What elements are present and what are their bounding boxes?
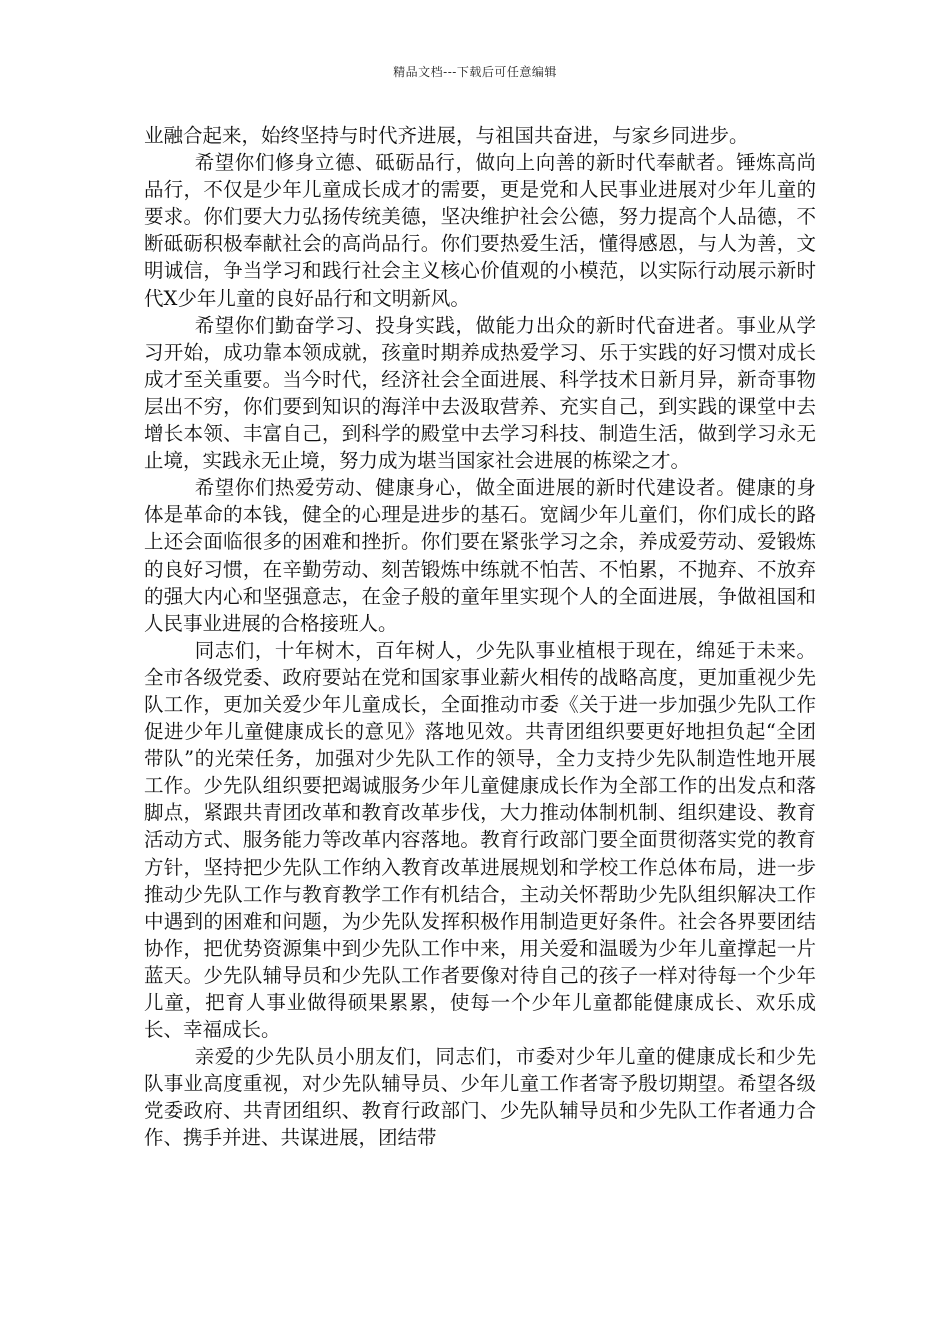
document-body [144,122,816,1152]
paragraph-5: 同志们，十年树木，百年树人，少先队事业植根于现在，绵延于未来。全市各级党委、政府要站在党和国家事业薪火相传的战略高度，更加重视少先队工作，更加关爱少年儿童成长，全面推动市委《关于进一步加强少先队工作促进少年儿童健康成长的意见》落地见效。共青团组织要更好地担负起“全团带队”的光荣任务，加强对少先队工作的领导，全力支持少先队制造性地开展工作。少先队组织要把竭诚服务少年儿童健康成长作为全部工作的出发点和落脚点，紧跟共青团改革和教育改革步伐，大力推动体制机制、组织建设、教育活动方式、服务能力等改革内容落地。教育行政部门要全面贯彻落实党的教育方针，坚持把少先队工作纳入教育改革进展规划和学校工作总体布局，进一步推动少先队工作与教育教学工作有机结合，主动关怀帮助少先队组织解决工作中遇到的困难和问题，为少先队发挥积极作用制造更好条件。社会各界要团结协作，把优势资源集中到少先队工作中来，用关爱和温暖为少年儿童撑起一片蓝天。少先队辅导员和少先队工作者要像对待自己的孩子一样对待每一个少年儿童，把育人事业做得硕果累累，使每一个少年儿童都能健康成长、欢乐成长、幸福成长。 [144,638,816,1042]
paragraph-1: 业融合起来，始终坚持与时代齐进展，与祖国共奋进，与家乡同进步。 [144,124,749,147]
paragraph-2: 希望你们修身立德、砥砺品行，做向上向善的新时代奉献者。锤炼高尚品行，不仅是少年儿童成长成才的需要，更是党和人民事业进展对少年儿童的要求。你们要大力弘扬传统美德，坚决维护社会公德，努力提高个人品德，不断砥砺积极奉献社会的高尚品行。你们要热爱生活，懂得感恩，与人为善，文明诚信，争当学习和践行社会主义核心价值观的小模范，以实际行动展示新时代X少年儿童的良好品行和文明新风。 [144,151,816,310]
paragraph-4: 希望你们热爱劳动、健康身心，做全面进展的新时代建设者。健康的身体是革命的本钱，健全的心理是进步的基石。宽阔少年儿童们，你们成长的路上还会面临很多的困难和挫折。你们要在紧张学习之余，养成爱劳动、爱锻炼的良好习惯，在辛勤劳动、刻苦锻炼中练就不怕苦、不怕累，不抛弃、不放弃的强大内心和坚强意志，在金子般的童年里实现个人的全面进展，争做祖国和人民事业进展的合格接班人。 [144,476,816,635]
page-header: 精品文档---下载后可任意编辑 [393,65,557,79]
paragraph-3: 希望你们勤奋学习、投身实践，做能力出众的新时代奋进者。事业从学习开始，成功靠本领成就，孩童时期养成热爱学习、乐于实践的好习惯对成长成才至关重要。当今时代，经济社会全面进展、科学技术日新月异，新奇事物层出不穷，你们要到知识的海洋中去汲取营养、充实自己，到实践的课堂中去增长本领、丰富自己，到科学的殿堂中去学习科技、制造生活，做到学习永无止境，实践永无止境，努力成为堪当国家社会进展的栋梁之才。 [144,313,816,473]
paragraph-6: 亲爱的少先队员小朋友们，同志们，市委对少年儿童的健康成长和少先队事业高度重视，对少先队辅导员、少年儿童工作者寄予殷切期望。希望各级党委政府、共青团组织、教育行政部门、少先队辅导员和少先队工作者通力合作、携手并进、共谋进展，团结带 [144,1045,816,1150]
